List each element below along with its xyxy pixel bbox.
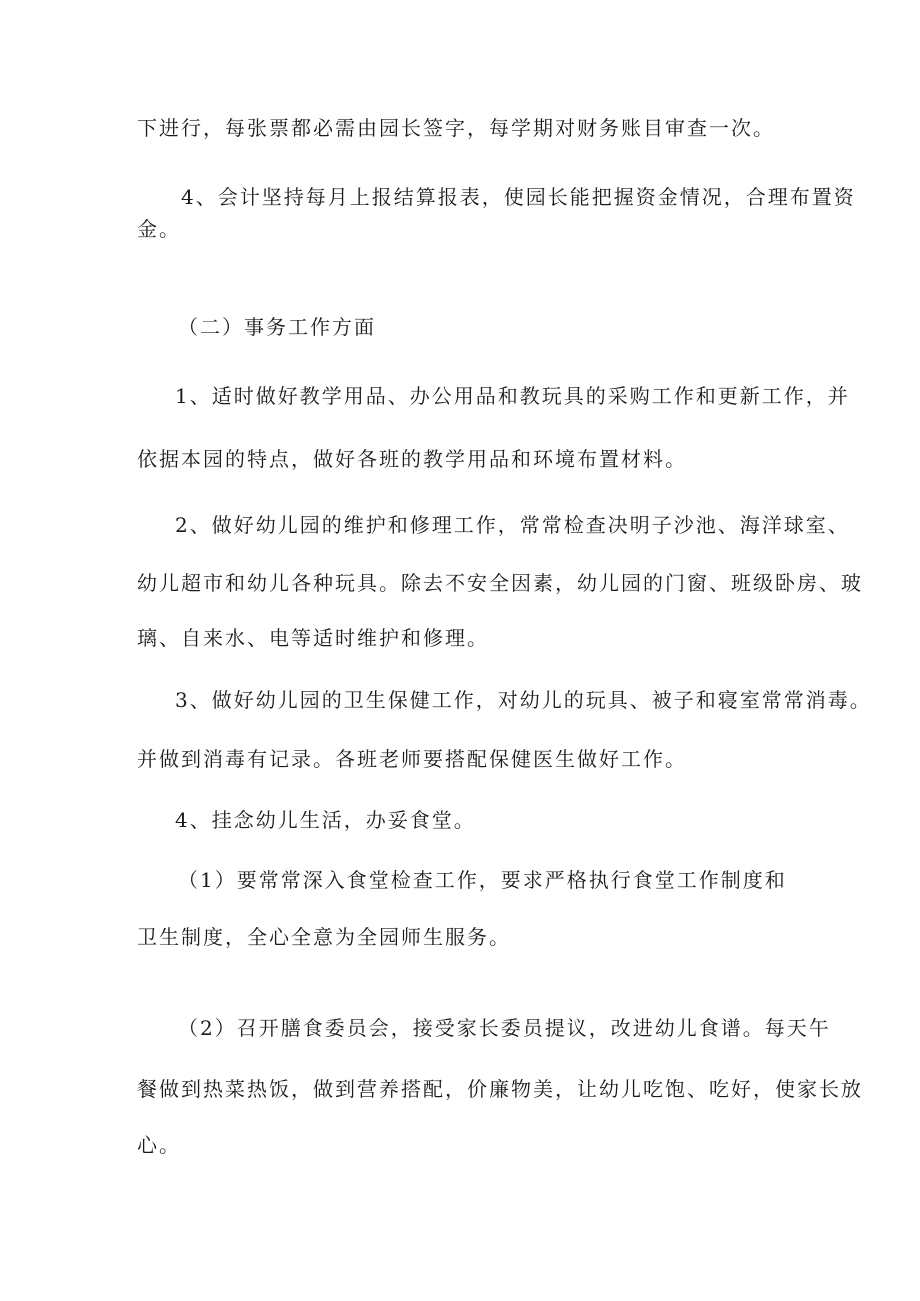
text-line: 4、挂念幼儿生活，办妥食堂。 [175, 808, 476, 832]
text-line: 心。 [137, 1133, 181, 1157]
text-line: 璃、自来水、电等适时维护和修理。 [137, 626, 489, 650]
text-line: 餐做到热菜热饭，做到营养搭配，价廉物美，让幼儿吃饱、吃好，使家长放 [137, 1077, 863, 1101]
text-line: 下进行，每张票都必需由园长签字，每学期对财务账目审查一次。 [137, 116, 775, 140]
text-line: 金。 [137, 217, 181, 241]
text-line: 并做到消毒有记录。各班老师要搭配保健医生做好工作。 [137, 747, 687, 771]
text-line: 4、会计坚持每月上报结算报表，使园长能把握资金情况，合理布置资 [181, 185, 856, 209]
text-line: 幼儿超市和幼儿各种玩具。除去不安全因素，幼儿园的门窗、班级卧房、玻 [137, 571, 863, 595]
text-line: 1、适时做好教学用品、办公用品和教玩具的采购工作和更新工作，并 [175, 384, 850, 408]
text-line: 3、做好幼儿园的卫生保健工作，对幼儿的玩具、被子和寝室常常消毒。 [175, 688, 872, 712]
text-line: 2、做好幼儿园的维护和修理工作，常常检查决明子沙池、海洋球室、 [175, 513, 850, 537]
text-line: 卫生制度，全心全意为全园师生服务。 [137, 925, 511, 949]
section-heading: （二）事务工作方面 [178, 315, 376, 339]
text-line: （2）召开膳食委员会，接受家长委员提议，改进幼儿食谱。每天午 [178, 1016, 831, 1040]
text-line: （1）要常常深入食堂检查工作，要求严格执行食堂工作制度和 [178, 868, 787, 892]
text-line: 依据本园的特点，做好各班的教学用品和环境布置材料。 [137, 447, 687, 471]
